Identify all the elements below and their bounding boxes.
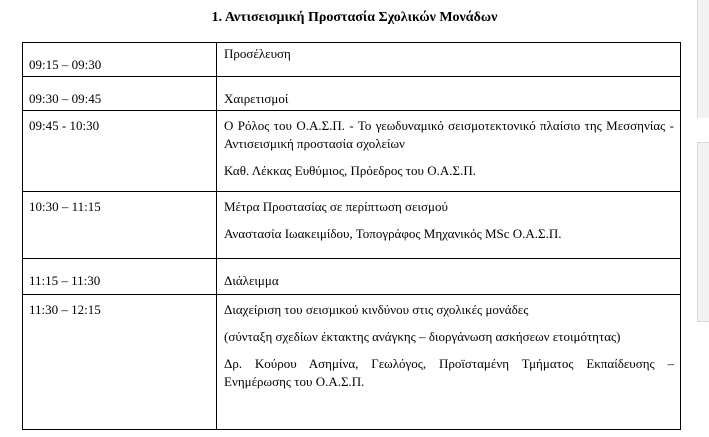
time-cell bbox=[23, 259, 217, 295]
document-title: 1. Αντισεισμική Προστασία Σχολικών Μονάδων bbox=[211, 10, 498, 25]
session-subtitle: (σύνταξη σχεδίων έκτακτης ανάγκης – διοργάνωση ασκήσεων ετοιμότητας) bbox=[224, 329, 621, 344]
table-row bbox=[23, 77, 681, 111]
scrollbar-track-upper[interactable] bbox=[697, 0, 709, 118]
speaker: Καθ. Λέκκας Ευθύμιος, Πρόεδρος του Ο.Α.Σ.Π. bbox=[224, 163, 476, 178]
time-end: 09:30 bbox=[71, 57, 102, 72]
time-end: 11:15 bbox=[71, 199, 101, 214]
time-separator: – bbox=[61, 91, 69, 106]
time-cell bbox=[23, 43, 217, 77]
description-cell bbox=[217, 259, 681, 295]
table-row bbox=[23, 43, 681, 77]
time-end: 09:45 bbox=[71, 91, 102, 106]
time-separator: - bbox=[61, 118, 67, 133]
speaker: Δρ. Κούρου Ασημίνα, Γεωλόγος, Προϊσταμένη Τμήματος Εκπαίδευσης – Ενημέρωσης του Ο.Α.Σ.Π. bbox=[224, 356, 674, 389]
session-title: Διάλειμμα bbox=[224, 273, 279, 288]
time-cell bbox=[23, 192, 217, 259]
session-title: Προσέλευση bbox=[224, 46, 291, 61]
time-start: 10:30 bbox=[29, 199, 59, 214]
time-start: 09:45 bbox=[29, 118, 59, 133]
table-row bbox=[23, 259, 681, 295]
time-separator: – bbox=[61, 199, 69, 214]
time-start: 11:30 bbox=[29, 302, 59, 317]
session-title: Μέτρα Προστασίας σε περίπτωση σεισμού bbox=[224, 199, 448, 214]
time-start: 09:15 bbox=[29, 57, 59, 72]
table-row bbox=[23, 192, 681, 259]
time-end: 11:30 bbox=[71, 273, 101, 288]
table-row bbox=[23, 111, 681, 192]
description-cell bbox=[217, 295, 681, 430]
time-cell bbox=[23, 295, 217, 430]
time-end: 12:15 bbox=[71, 302, 101, 317]
session-title: Διαχείριση του σεισμικού κινδύνου στις σχολικές μονάδες bbox=[224, 302, 529, 317]
time-start: 11:15 bbox=[29, 273, 59, 288]
schedule-table bbox=[22, 42, 681, 430]
speaker: Αναστασία Ιωακειμίδου, Τοπογράφος Μηχανικός MSc Ο.Α.Σ.Π. bbox=[224, 226, 562, 241]
time-separator: – bbox=[61, 302, 68, 317]
time-start: 09:30 bbox=[29, 91, 59, 106]
description-cell bbox=[217, 77, 681, 111]
description-cell bbox=[217, 43, 681, 77]
description-cell bbox=[217, 111, 681, 192]
time-end: 10:30 bbox=[69, 118, 100, 133]
description-cell bbox=[217, 192, 681, 259]
time-separator: – bbox=[61, 57, 69, 72]
time-cell bbox=[23, 111, 217, 192]
table-row bbox=[23, 295, 681, 430]
session-title: Ο Ρόλος του Ο.Α.Σ.Π. - Το γεωδυναμικό σεισμοτεκτονικό πλαίσιο της Μεσσηνίας - Αντισεισμική προστασία σχολείων bbox=[224, 118, 674, 151]
time-separator: – bbox=[61, 273, 68, 288]
scrollbar-thumb[interactable] bbox=[697, 142, 709, 322]
time-cell bbox=[23, 77, 217, 111]
session-title: Χαιρετισμοί bbox=[224, 91, 289, 106]
